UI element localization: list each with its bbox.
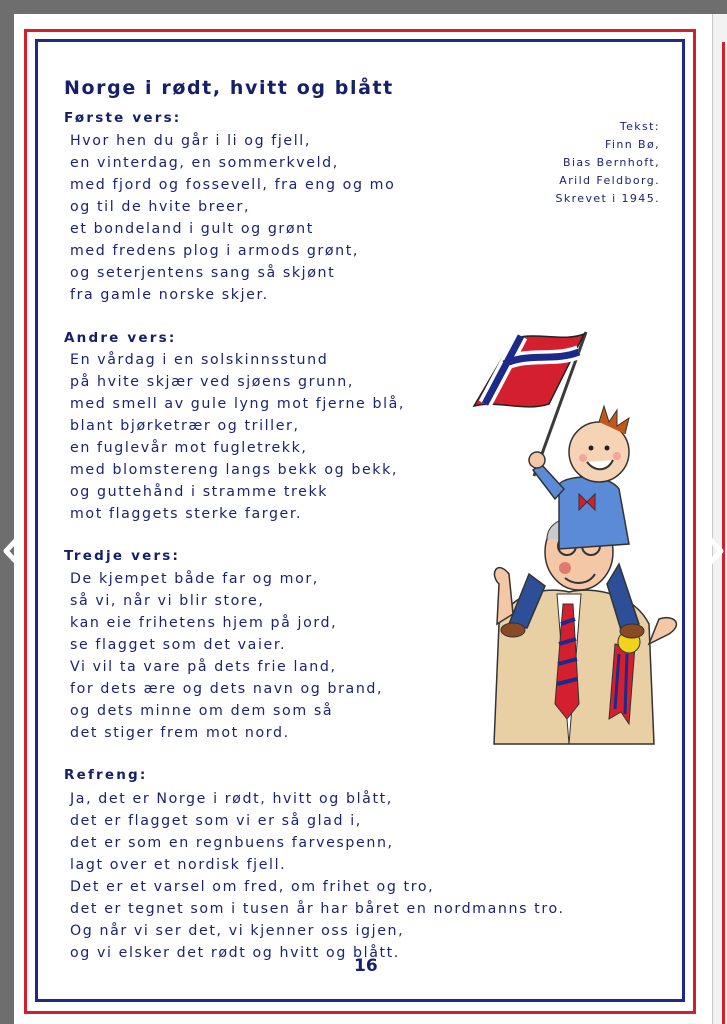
verse-lines	[70, 349, 405, 525]
verse-line: det stiger frem mot nord.	[70, 725, 290, 741]
verse-line: lagt over et nordisk fjell.	[70, 857, 287, 873]
verse-title: Andre vers:	[64, 330, 177, 346]
verse-line: Vi vil ta vare på dets frie land,	[70, 659, 337, 675]
verse-line: kan eie frihetens hjem på jord,	[70, 615, 338, 631]
verse-line: og vi elsker det rødt og hvitt og blått.	[70, 945, 400, 961]
verse-line: en vinterdag, en sommerkveld,	[70, 155, 339, 171]
verse-line: med smell av gule lyng mot fjerne blå,	[70, 396, 406, 412]
boy-shirt	[559, 477, 629, 549]
flag-illustration	[469, 324, 699, 754]
verse-line: på hvite skjær ved sjøens grunn,	[70, 374, 354, 390]
verse-line: det er tegnet som i tusen år har båret en nordmanns tro.	[70, 901, 565, 917]
verse-lines	[70, 568, 383, 744]
verse-line: og seterjentens sang så skjønt	[70, 265, 336, 281]
next-page-edge	[712, 14, 727, 1024]
credits-line: Skrevet i 1945.	[555, 192, 660, 205]
verse-line: Det er et varsel om fred, om frihet og tro,	[70, 879, 435, 895]
viewer-top-bar	[0, 0, 727, 14]
chevron-left-icon	[6, 534, 22, 568]
verse-title: Første vers:	[64, 110, 182, 126]
page-number: 16	[354, 956, 378, 976]
verse-title: Refreng:	[64, 767, 148, 783]
verse-line: og guttehånd i stramme trekk	[70, 484, 329, 500]
verse-title: Tredje vers:	[64, 548, 181, 564]
next-page-button[interactable]	[697, 528, 727, 574]
verse-line: Og når vi ser det, vi kjenner oss igjen,	[70, 923, 405, 939]
verse-line: De kjempet både far og mor,	[70, 571, 319, 587]
verse-line: med fjord og fossevell, fra eng og mo	[70, 177, 396, 193]
norwegian-flag	[474, 334, 584, 407]
verse-line: det er som en regnbuens farvespenn,	[70, 835, 394, 851]
verse-line: Ja, det er Norge i rødt, hvitt og blått,	[70, 791, 393, 807]
verse-line: og til de hvite breer,	[70, 199, 251, 215]
verse-lines	[70, 788, 565, 964]
verse-line: med blomstereng langs bekk og bekk,	[70, 462, 399, 478]
verse-line: et bondeland i gult og grønt	[70, 221, 314, 237]
verse-line: en fuglevår mot fugletrekk,	[70, 440, 308, 456]
verse-lines	[70, 130, 395, 306]
page-title: Norge i rødt, hvitt og blått	[64, 77, 394, 99]
verse-line: så vi, når vi blir store,	[70, 593, 265, 609]
boy-hand	[529, 452, 545, 468]
verse-line: se flagget som det vaier.	[70, 637, 287, 653]
chevron-right-icon	[705, 534, 721, 568]
man-left-hand	[494, 568, 513, 624]
credits-line: Finn Bø,	[605, 138, 660, 151]
verse-line: og dets minne om dem som så	[70, 703, 334, 719]
verse-line: blant bjørketrær og triller,	[70, 418, 300, 434]
booklet-page	[14, 14, 716, 1024]
credits-line: Arild Feldborg.	[559, 174, 660, 187]
credits-line: Tekst:	[619, 120, 660, 133]
man-right-hand	[649, 618, 676, 644]
verse-line: for dets ære og dets navn og brand,	[70, 681, 384, 697]
verse-line: Hvor hen du går i li og fjell,	[70, 133, 311, 149]
verse-line: med fredens plog i armods grønt,	[70, 243, 359, 259]
verse-line: En vårdag i en solskinnsstund	[70, 352, 329, 368]
verse-line: fra gamle norske skjer.	[70, 287, 269, 303]
verse-line: det er flagget som vi er så glad i,	[70, 813, 362, 829]
credits	[514, 118, 660, 208]
verse-line: mot flaggets sterke farger.	[70, 506, 303, 522]
previous-page-button[interactable]	[0, 528, 30, 574]
credits-line: Bias Bernhoft,	[563, 156, 660, 169]
